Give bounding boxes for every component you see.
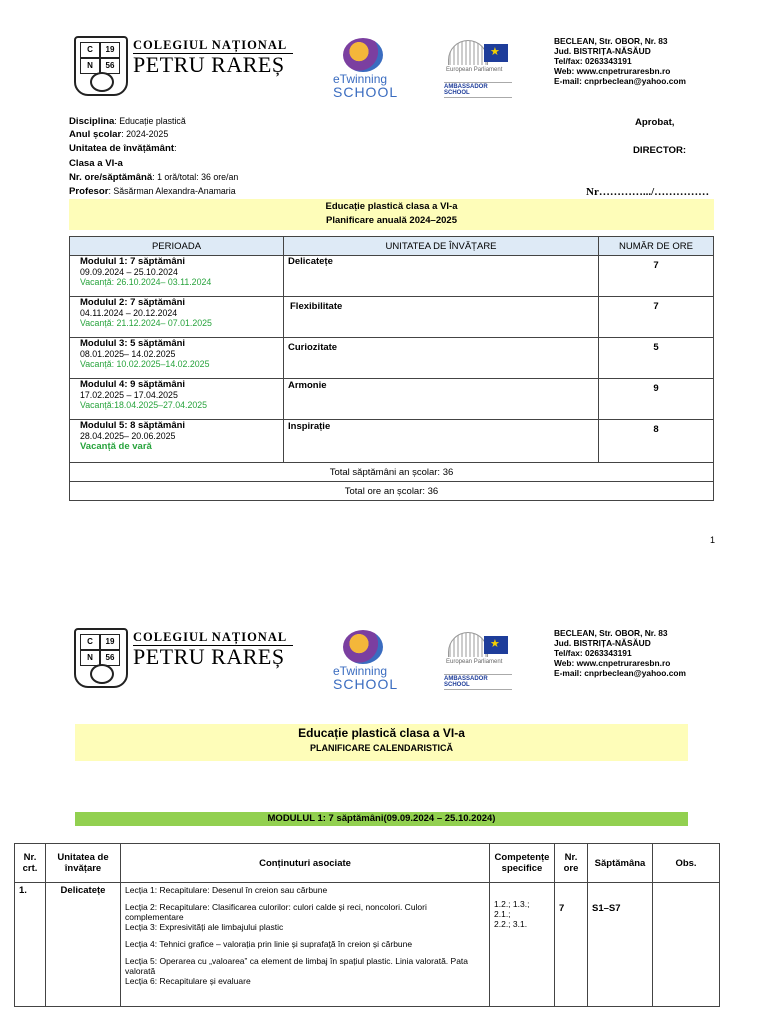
contact-line: BECLEAN, Str. OBOR, Nr. 83 <box>554 36 668 46</box>
module-title: Modulul 5: 8 săptămâni <box>80 420 186 431</box>
eu-flag-icon <box>484 44 508 62</box>
module-vacation: Vacanță: 10.02.2025–14.02.2025 <box>80 359 210 369</box>
contact-line: E-mail: cnprbeclean@yahoo.com <box>554 668 686 678</box>
period-cell <box>70 256 284 297</box>
value: : <box>174 143 177 154</box>
college-name-small: COLEGIUL NAȚIONAL <box>133 630 288 644</box>
college-name-big: PETRU RAREȘ <box>133 52 285 77</box>
label: Clasa a VI-a <box>69 158 123 169</box>
meta-clasa <box>69 158 123 169</box>
etwinning-logo <box>325 36 405 98</box>
value: : 2024-2025 <box>121 129 169 139</box>
contact-line: Web: www.cnpetruraresbn.ro <box>554 66 671 76</box>
period-cell <box>70 338 284 379</box>
col-header: Nr. crt. <box>15 844 46 883</box>
calendar-table <box>14 843 720 1007</box>
contact-line: Jud. BISTRIȚA-NĂSĂUD <box>554 638 651 648</box>
table-row <box>70 420 714 463</box>
competence: 1.2.; 1.3.; <box>494 899 530 909</box>
calendar-title: Educație plastică clasa a VI-a <box>298 726 465 740</box>
row-weeks: S1–S7 <box>588 883 653 1007</box>
module-title: Modulul 1: 7 săptămâni <box>80 256 186 267</box>
module-banner: MODULUL 1: 7 săptămâni(09.09.2024 – 25.10.2024) <box>75 812 688 826</box>
module-vacation: Vacanță: 21.12.2024– 07.01.2025 <box>80 318 212 328</box>
total-hours-row <box>70 482 714 501</box>
page-number: 1 <box>710 535 716 545</box>
row-number: 1. <box>15 883 46 1007</box>
unit-cell: Inspirație <box>284 420 599 463</box>
period-cell <box>70 379 284 420</box>
table-header-row <box>15 844 720 883</box>
etwinning-text: eTwinning <box>333 72 388 86</box>
label: Profesor <box>69 186 109 197</box>
calendar-subtitle: PLANIFICARE CALENDARISTICĂ <box>310 743 453 753</box>
annual-plan-table <box>69 236 714 501</box>
hours-cell: 5 <box>599 338 714 379</box>
logo-cell: C <box>80 634 100 650</box>
logo-cell: 56 <box>100 58 120 74</box>
european-parliament-logo <box>444 628 512 690</box>
col-header: Nr. ore <box>555 844 588 883</box>
row-competences <box>490 883 555 1007</box>
lesson: Lecția 4: Tehnici grafice – valorația prin linie și suprafață în creion și cărbune <box>125 939 413 949</box>
module-dates: 04.11.2024 – 20.12.2024 <box>80 308 178 318</box>
parliament-dome-icon <box>448 632 488 657</box>
label: Nr. ore/săptămână <box>69 172 153 183</box>
contact-line: BECLEAN, Str. OBOR, Nr. 83 <box>554 628 668 638</box>
aprobat: Aprobat, <box>635 117 675 128</box>
label: Anul școlar <box>69 129 122 140</box>
row-unit: Delicatețe <box>46 883 121 1007</box>
college-name-big: PETRU RAREȘ <box>133 644 285 669</box>
row-obs <box>653 883 720 1007</box>
period-cell <box>70 420 284 463</box>
contact-block <box>554 628 686 678</box>
label: Unitatea de învățământ <box>69 143 175 154</box>
etwinning-globe-icon <box>343 630 383 664</box>
college-name-small: COLEGIUL NAȚIONAL <box>133 38 288 52</box>
module-title: Modulul 2: 7 săptămâni <box>80 297 186 308</box>
meta-an <box>69 129 168 140</box>
col-header: NUMĂR DE ORE <box>599 237 714 256</box>
lesson: Lecția 2: Recapitulare: Clasificarea culorilor: culori calde și reci, noncolori. Culori complementare <box>125 902 427 922</box>
col-header: Competențe specifice <box>490 844 555 883</box>
value: : Săsărman Alexandra-Anamaria <box>108 186 236 196</box>
table-row <box>70 297 714 338</box>
logo-cell: N <box>80 58 100 74</box>
lesson: Lecția 3: Expresivități ale limbajului plastic <box>125 922 284 932</box>
contact-line: Tel/fax: 0263343191 <box>554 56 632 66</box>
module-dates: 28.04.2025– 20.06.2025 <box>80 431 176 441</box>
period-cell <box>70 297 284 338</box>
parliament-dome-icon <box>448 40 488 65</box>
lesson: Lecția 1: Recapitulare: Desenul în creion sau cărbune <box>125 885 328 895</box>
eu-flag-icon <box>484 636 508 654</box>
european-parliament-logo <box>444 36 512 98</box>
competence: 2.2.; 3.1. <box>494 919 528 929</box>
logo-cell: C <box>80 42 100 58</box>
row-lessons <box>121 883 490 1007</box>
unit-cell: Curiozitate <box>284 338 599 379</box>
table-row <box>70 379 714 420</box>
hours-cell: 8 <box>599 420 714 463</box>
etwinning-globe-icon <box>343 38 383 72</box>
table-row <box>70 338 714 379</box>
col-header: Obs. <box>653 844 720 883</box>
annual-title-banner <box>69 199 714 230</box>
module-vacation: Vacanță: 26.10.2024– 03.11.2024 <box>80 277 212 287</box>
unit-cell: Flexibilitate <box>284 297 599 338</box>
hours-cell: 7 <box>599 256 714 297</box>
ep-text: European Parliament <box>446 659 503 665</box>
registration-number: Nr………….../…………… <box>586 186 710 198</box>
col-header: Săptămâna <box>588 844 653 883</box>
page1-header <box>0 36 768 106</box>
lesson: Lecția 5: Operarea cu „valoarea” ca element de limbaj în spațiul plastic. Linia valorată. Pata valorată <box>125 956 469 976</box>
module-dates: 09.09.2024 – 25.10.2024 <box>80 267 178 277</box>
row-hours: 7 <box>555 883 588 1007</box>
module-dates: 17.02.2025 – 17.04.2025 <box>80 390 178 400</box>
col-header: Conținuturi asociate <box>121 844 490 883</box>
value: : Educație plastică <box>114 116 186 126</box>
meta-ore <box>69 172 238 183</box>
module-vacation: Vacanță de vară <box>80 441 152 452</box>
ep-text: European Parliament <box>446 67 503 73</box>
logo-leaf-icon <box>90 72 114 92</box>
unit-cell: Delicatețe <box>284 256 599 297</box>
col-header: UNITATEA DE ÎNVĂȚARE <box>284 237 599 256</box>
etwinning-logo <box>325 628 405 690</box>
etwinning-text: eTwinning <box>333 664 388 678</box>
contact-line: E-mail: cnprbeclean@yahoo.com <box>554 76 686 86</box>
competence: 2.1.; <box>494 909 511 919</box>
contact-line: Jud. BISTRIȚA-NĂSĂUD <box>554 46 651 56</box>
logo-cell: 19 <box>100 634 120 650</box>
meta-unitatea <box>69 143 177 154</box>
table-row <box>70 256 714 297</box>
ep-ambassador-text: AMBASSADOR SCHOOL <box>444 674 512 690</box>
logo-cell: 19 <box>100 42 120 58</box>
lesson: Lecția 6: Recapitulare și evaluare <box>125 976 251 986</box>
module-title: Modulul 3: 5 săptămâni <box>80 338 186 349</box>
hours-cell: 9 <box>599 379 714 420</box>
director: DIRECTOR: <box>633 145 687 156</box>
col-header: PERIOADA <box>70 237 284 256</box>
etwinning-school-text: SCHOOL <box>333 84 399 100</box>
table-header-row <box>70 237 714 256</box>
meta-disciplina <box>69 116 186 127</box>
etwinning-school-text: SCHOOL <box>333 676 399 692</box>
contact-line: Tel/fax: 0263343191 <box>554 648 632 658</box>
label: Disciplina <box>69 116 115 127</box>
total-hours: Total ore an școlar: 36 <box>70 482 714 501</box>
cnpr-logo-icon <box>74 628 128 688</box>
table-row <box>15 883 720 1007</box>
logo-cell: N <box>80 650 100 666</box>
calendar-title-banner <box>75 724 688 761</box>
annual-title: Educație plastică clasa a VI-a <box>325 201 458 212</box>
module-title: Modulul 4: 9 săptămâni <box>80 379 186 390</box>
module-dates: 08.01.2025– 14.02.2025 <box>80 349 176 359</box>
cnpr-logo-icon <box>74 36 128 96</box>
logo-cell: 56 <box>100 650 120 666</box>
hours-cell: 7 <box>599 297 714 338</box>
col-header: Unitatea de învățare <box>46 844 121 883</box>
annual-subtitle: Planificare anuală 2024–2025 <box>326 215 457 226</box>
module-vacation: Vacanță:18.04.2025–27.04.2025 <box>80 400 208 410</box>
ep-ambassador-text: AMBASSADOR SCHOOL <box>444 82 512 98</box>
total-weeks: Total săptămâni an școlar: 36 <box>70 463 714 482</box>
contact-line: Web: www.cnpetruraresbn.ro <box>554 658 671 668</box>
logo-leaf-icon <box>90 664 114 684</box>
unit-cell: Armonie <box>284 379 599 420</box>
total-weeks-row <box>70 463 714 482</box>
meta-profesor <box>69 186 236 197</box>
contact-block <box>554 36 686 86</box>
value: : 1 oră/total: 36 ore/an <box>152 172 239 182</box>
page2-header <box>0 628 768 698</box>
